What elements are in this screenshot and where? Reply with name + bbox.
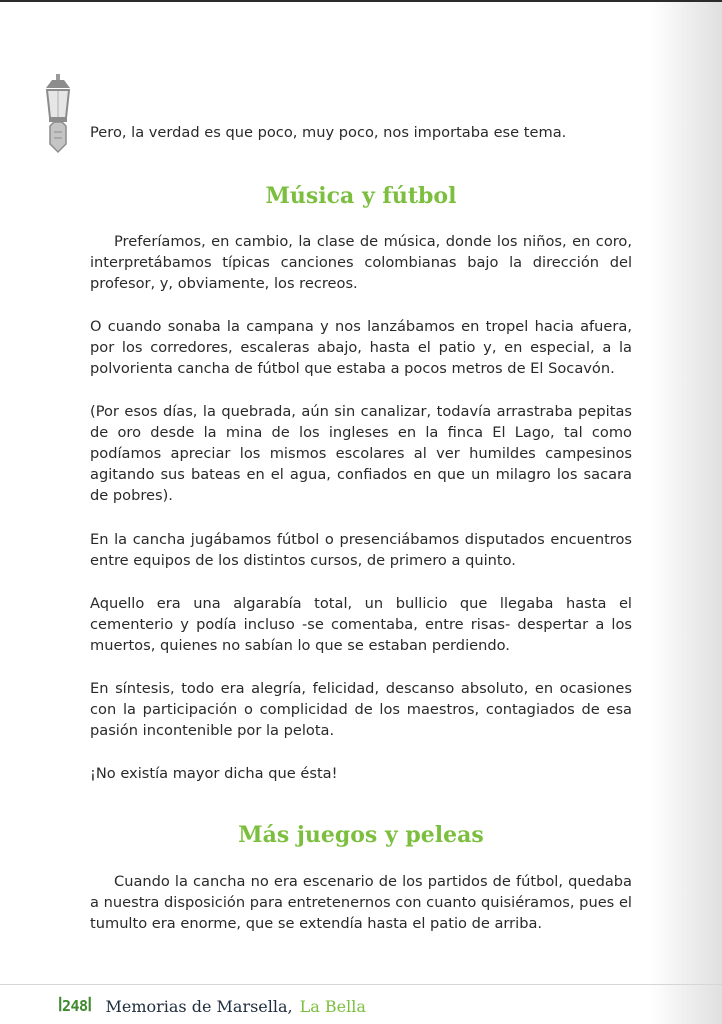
paragraph: En síntesis, todo era alegría, felicidad, descanso absoluto, en ocasiones con la participación o complicidad de los maestros, contagiados de esa pasión incontenible por la pelota.	[90, 680, 632, 739]
book-subtitle: La Bella	[299, 996, 366, 1016]
paragraph: O cuando sonaba la campana y nos lanzábamos en tropel hacia afuera, por los corredores, escaleras abajo, hasta el patio y, en especial, a la polvorienta cancha de fútbol que estaba a pocos metros de El Socavón.	[90, 318, 632, 377]
top-border-rule	[0, 0, 722, 2]
section-heading-mas-juegos: Más juegos y peleas	[238, 822, 484, 848]
paragraph: En la cancha jugábamos fútbol o presenciábamos disputados encuentros entre equipos de los distintos cursos, de primero a quinto.	[90, 531, 632, 569]
opening-line: Pero, la verdad es que poco, muy poco, nos importaba ese tema.	[90, 124, 567, 141]
street-lamp-icon	[40, 74, 76, 154]
footer-rule	[0, 984, 722, 985]
book-title: Memorias de Marsella,	[105, 996, 293, 1016]
section-heading-musica-futbol: Música y fútbol	[265, 183, 457, 209]
paragraph: Cuando la cancha no era escenario de los partidos de fútbol, quedaba a nuestra disposición para entretenernos con cuanto quisiéramos, pues el tumulto era enorme, que se extendía hasta el patio de arriba.	[90, 873, 632, 932]
page-number-ornament-right: ꟾ	[87, 997, 92, 1015]
paragraph: Aquello era una algarabía total, un bullicio que llegaba hasta el cementerio y podía incluso -se comentaba, entre risas- despertar a los muertos, quienes no sabían lo que se estaban perdiendo.	[90, 595, 632, 654]
paragraph: ¡No existía mayor dicha que ésta!	[90, 765, 338, 782]
page-edge-shadow	[650, 2, 722, 1024]
paragraph: Preferíamos, en cambio, la clase de música, donde los niños, en coro, interpretábamos típicas canciones colombianas bajo la dirección del profesor, y, obviamente, los recreos.	[90, 233, 632, 292]
page-number-ornament-left: ꟾ	[58, 997, 62, 1015]
page-number: ꟾ248ꟾ	[58, 997, 92, 1015]
page-footer	[58, 994, 366, 1018]
paragraph: (Por esos días, la quebrada, aún sin canalizar, todavía arrastraba pepitas de oro desde la mina de los ingleses en la finca El Lago, tal como podíamos apreciar los mismos escolares al ver humildes campesinos agitando sus bateas en el agua, confiados en que un milagro los sacara de pobres).	[90, 403, 632, 504]
